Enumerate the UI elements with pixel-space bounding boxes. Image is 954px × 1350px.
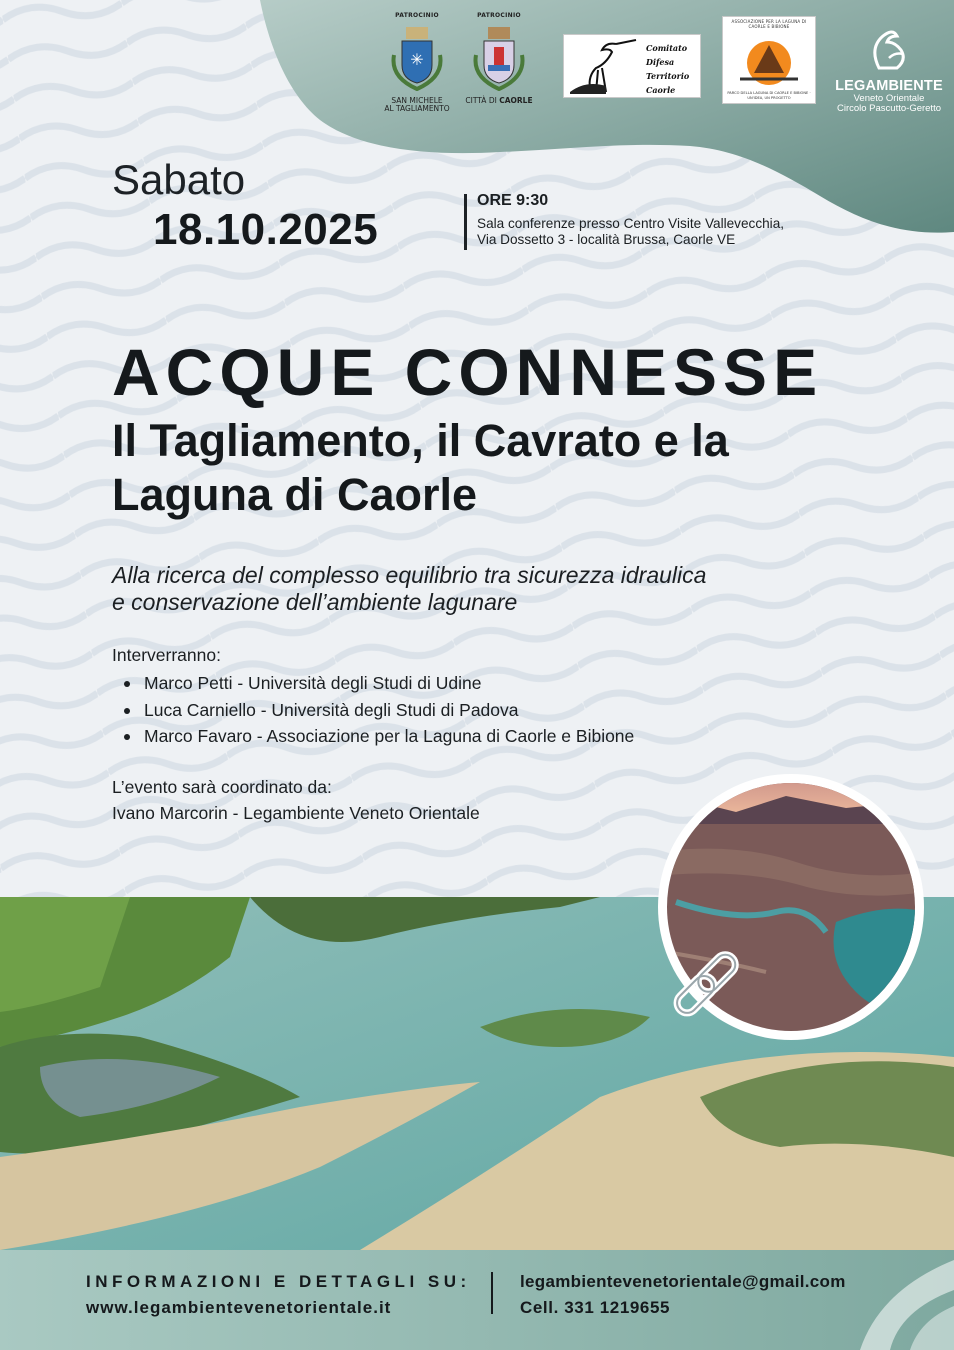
patronage-label: PATROCINIO xyxy=(477,12,521,19)
speakers-label: Interverranno: xyxy=(112,645,221,665)
footer-phone[interactable]: Cell. 331 1219655 xyxy=(520,1298,671,1317)
caorle-logo xyxy=(460,12,538,105)
footer-info-label: INFORMAZIONI E DETTAGLI SU: xyxy=(86,1272,471,1291)
coordination-name: Ivano Marcorin - Legambiente Veneto Orientale xyxy=(112,803,480,823)
caorle-caption: CITTÀ DI CAORLE xyxy=(465,96,533,105)
legambiente-name: LEGAMBIENTE xyxy=(835,78,943,94)
sunset-hut-icon xyxy=(734,35,804,85)
event-time: ORE 9:30 xyxy=(477,192,549,209)
river-circle-photo xyxy=(656,772,926,1042)
footer-email-link[interactable]: legambientevenetorientale@gmail.com xyxy=(520,1272,846,1291)
time-divider xyxy=(464,194,467,250)
tagline: Alla ricerca del complesso equilibrio tra sicurezza idraulica e conservazione dell’ambiente lagunare xyxy=(112,562,707,615)
legambiente-logo xyxy=(830,28,948,114)
speaker-item: Luca Carniello - Università degli Studi di Padova xyxy=(112,697,634,724)
san-michele-caption: SAN MICHELE AL TAGLIAMENTO xyxy=(384,96,450,113)
legambiente-region: Veneto Orientale xyxy=(853,93,925,104)
svg-text:✳: ✳ xyxy=(410,50,424,69)
heron-icon xyxy=(566,36,644,96)
associazione-laguna-logo xyxy=(722,16,816,104)
event-venue xyxy=(477,216,784,248)
san-michele-crest-icon xyxy=(388,25,446,91)
coordination-label: L’evento sarà coordinato da: xyxy=(112,777,332,797)
subtitle: Il Tagliamento, il Cavrato e la Laguna di Caorle xyxy=(112,415,729,520)
event-day: Sabato xyxy=(112,156,246,203)
associazione-bottom-text: PARCO DELLA LAGUNA DI CAORLE E BIBIONE · UN'IDEA, UN PROGETTO xyxy=(727,91,811,100)
main-title: ACQUE CONNESSE xyxy=(112,335,824,409)
footer-divider xyxy=(491,1272,493,1314)
footer-website-link[interactable]: www.legambientevenetorientale.it xyxy=(86,1298,392,1317)
legambiente-circle: Circolo Pascutto-Geretto xyxy=(836,103,941,114)
associazione-top-text: ASSOCIAZIONE PER LA LAGUNA DI CAORLE E BIBIONE xyxy=(731,19,807,29)
event-date: 18.10.2025 xyxy=(153,205,379,254)
swan-icon xyxy=(867,28,911,72)
comitato-difesa-logo xyxy=(563,34,701,98)
comitato-text: Comitato Difesa Territorio Caorle xyxy=(646,43,690,95)
san-michele-logo xyxy=(382,12,452,113)
venue-line-1: Sala conferenze presso Centro Visite Vallevecchia, xyxy=(477,216,785,231)
speakers-list xyxy=(112,670,634,750)
caorle-crest-icon xyxy=(470,25,528,91)
venue-line-2: Via Dossetto 3 - località Brussa, Caorle VE xyxy=(477,232,736,247)
speaker-item: Marco Petti - Università degli Studi di Udine xyxy=(112,670,634,697)
patronage-label: PATROCINIO xyxy=(395,12,439,19)
speaker-item: Marco Favaro - Associazione per la Laguna di Caorle e Bibione xyxy=(112,723,634,750)
